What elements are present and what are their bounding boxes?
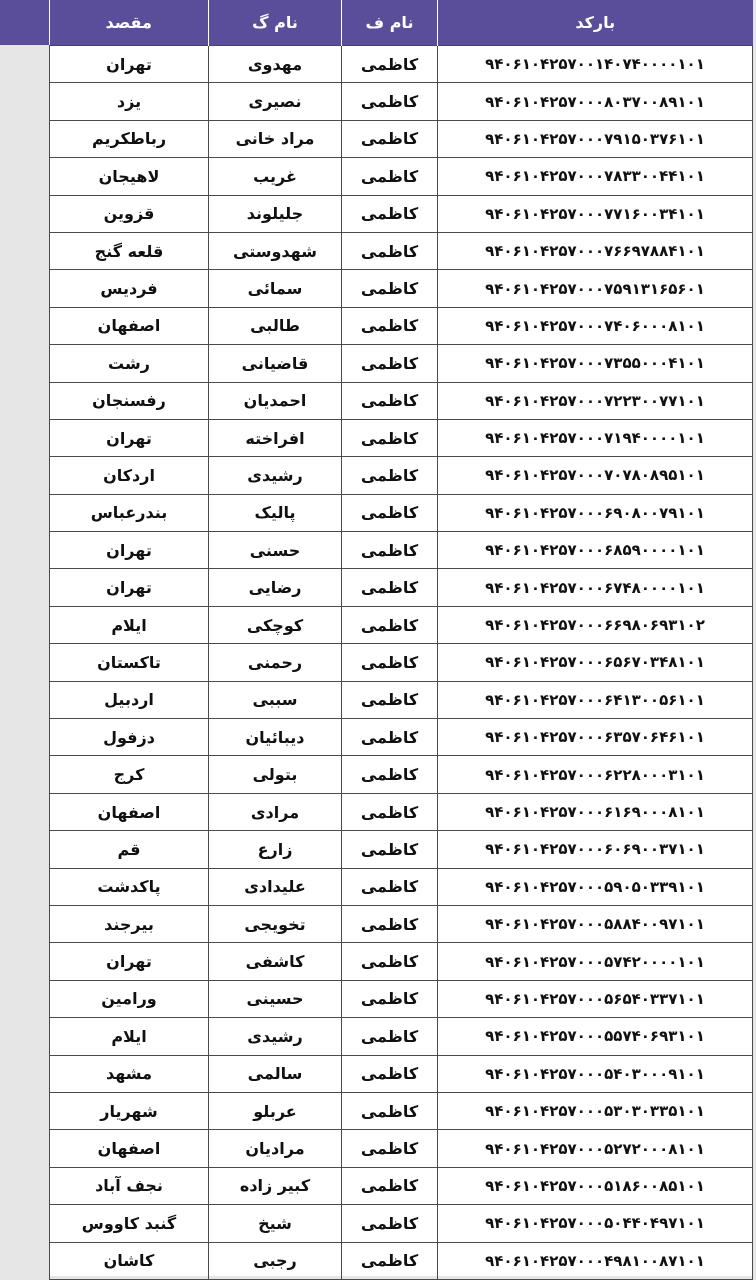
destination-cell: ورامین: [50, 980, 209, 1017]
last-name-cell: احمدیان: [209, 382, 342, 419]
barcode-cell: ۹۴۰۶۱۰۴۲۵۷۰۰۱۴۰۷۴۰۰۰۰۱۰۱: [438, 46, 753, 83]
destination-cell: کاشان: [50, 1242, 209, 1279]
barcode-cell: ۹۴۰۶۱۰۴۲۵۷۰۰۰۶۵۶۷۰۳۴۸۱۰۱: [438, 644, 753, 681]
barcode-cell: ۹۴۰۶۱۰۴۲۵۷۰۰۰۵۵۷۴۰۶۹۳۱۰۱: [438, 1018, 753, 1055]
table-row: [50, 1092, 753, 1129]
destination-cell: بندرعباس: [50, 494, 209, 531]
destination-cell: یزد: [50, 83, 209, 120]
last-name-cell: تخویجی: [209, 905, 342, 942]
destination-cell: لاهیجان: [50, 158, 209, 195]
shipment-table: [49, 0, 753, 1280]
destination-cell: رشت: [50, 345, 209, 382]
barcode-cell: ۹۴۰۶۱۰۴۲۵۷۰۰۰۷۱۹۴۰۰۰۰۱۰۱: [438, 419, 753, 456]
last-name-cell: جلیلوند: [209, 195, 342, 232]
last-name-cell: نصیری: [209, 83, 342, 120]
last-name-cell: سالمی: [209, 1055, 342, 1092]
table-row: [50, 980, 753, 1017]
barcode-cell: ۹۴۰۶۱۰۴۲۵۷۰۰۰۷۹۱۵۰۳۷۶۱۰۱: [438, 120, 753, 157]
last-name-cell: رشیدی: [209, 457, 342, 494]
last-name-cell: دیبائیان: [209, 719, 342, 756]
last-name-cell: قاضیانی: [209, 345, 342, 382]
table-row: [50, 46, 753, 83]
table-row: [50, 1130, 753, 1167]
first-name-cell: کاظمی: [342, 494, 438, 531]
first-name-cell: کاظمی: [342, 868, 438, 905]
last-name-cell: مرادی: [209, 793, 342, 830]
table-row: [50, 831, 753, 868]
barcode-cell: ۹۴۰۶۱۰۴۲۵۷۰۰۰۵۹۰۵۰۳۳۹۱۰۱: [438, 868, 753, 905]
last-name-cell: رحمنی: [209, 644, 342, 681]
shipment-table-container: [49, 0, 752, 1276]
destination-cell: فردیس: [50, 270, 209, 307]
last-name-cell: طالبی: [209, 307, 342, 344]
barcode-cell: ۹۴۰۶۱۰۴۲۵۷۰۰۰۷۷۱۶۰۰۳۴۱۰۱: [438, 195, 753, 232]
first-name-cell: کاظمی: [342, 644, 438, 681]
first-name-cell: کاظمی: [342, 756, 438, 793]
destination-cell: قزوین: [50, 195, 209, 232]
first-name-cell: کاظمی: [342, 120, 438, 157]
destination-cell: اردبیل: [50, 681, 209, 718]
barcode-cell: ۹۴۰۶۱۰۴۲۵۷۰۰۰۵۷۴۲۰۰۰۰۱۰۱: [438, 943, 753, 980]
barcode-cell: ۹۴۰۶۱۰۴۲۵۷۰۰۰۵۲۷۲۰۰۰۸۱۰۱: [438, 1130, 753, 1167]
table-row: [50, 532, 753, 569]
first-name-cell: کاظمی: [342, 1242, 438, 1279]
first-name-cell: کاظمی: [342, 307, 438, 344]
last-name-cell: رجبی: [209, 1242, 342, 1279]
header-first-name: نام ف: [342, 0, 438, 46]
destination-cell: قلعه گنج: [50, 232, 209, 269]
table-row: [50, 83, 753, 120]
table-row: [50, 719, 753, 756]
barcode-cell: ۹۴۰۶۱۰۴۲۵۷۰۰۰۶۸۵۹۰۰۰۰۱۰۱: [438, 532, 753, 569]
first-name-cell: کاظمی: [342, 831, 438, 868]
barcode-cell: ۹۴۰۶۱۰۴۲۵۷۰۰۰۷۵۹۱۳۱۶۵۶۰۱: [438, 270, 753, 307]
destination-cell: نجف آباد: [50, 1167, 209, 1204]
destination-cell: کرج: [50, 756, 209, 793]
destination-cell: ایلام: [50, 1018, 209, 1055]
first-name-cell: کاظمی: [342, 943, 438, 980]
barcode-cell: ۹۴۰۶۱۰۴۲۵۷۰۰۰۶۱۶۹۰۰۰۸۱۰۱: [438, 793, 753, 830]
destination-cell: تهران: [50, 46, 209, 83]
first-name-cell: کاظمی: [342, 345, 438, 382]
table-row: [50, 120, 753, 157]
table-row: [50, 494, 753, 531]
table-row: [50, 419, 753, 456]
first-name-cell: کاظمی: [342, 382, 438, 419]
barcode-cell: ۹۴۰۶۱۰۴۲۵۷۰۰۰۶۷۴۸۰۰۰۰۱۰۱: [438, 569, 753, 606]
header-last-name: نام گ: [209, 0, 342, 46]
table-header-row: [50, 0, 753, 46]
destination-cell: مشهد: [50, 1055, 209, 1092]
first-name-cell: کاظمی: [342, 606, 438, 643]
table-row: [50, 1242, 753, 1279]
last-name-cell: بتولی: [209, 756, 342, 793]
table-row: [50, 943, 753, 980]
last-name-cell: سمائی: [209, 270, 342, 307]
first-name-cell: کاظمی: [342, 270, 438, 307]
first-name-cell: کاظمی: [342, 532, 438, 569]
first-name-cell: کاظمی: [342, 232, 438, 269]
last-name-cell: حسنی: [209, 532, 342, 569]
last-name-cell: سببی: [209, 681, 342, 718]
first-name-cell: کاظمی: [342, 1055, 438, 1092]
destination-cell: ایلام: [50, 606, 209, 643]
last-name-cell: حسینی: [209, 980, 342, 1017]
last-name-cell: مرادیان: [209, 1130, 342, 1167]
destination-cell: تهران: [50, 532, 209, 569]
table-row: [50, 644, 753, 681]
barcode-cell: ۹۴۰۶۱۰۴۲۵۷۰۰۰۷۴۰۶۰۰۰۸۱۰۱: [438, 307, 753, 344]
first-name-cell: کاظمی: [342, 46, 438, 83]
last-name-cell: غریب: [209, 158, 342, 195]
first-name-cell: کاظمی: [342, 681, 438, 718]
header-barcode: بارکد: [438, 0, 753, 46]
destination-cell: رفسنجان: [50, 382, 209, 419]
destination-cell: قم: [50, 831, 209, 868]
last-name-cell: پالیک: [209, 494, 342, 531]
table-row: [50, 1167, 753, 1204]
destination-cell: تهران: [50, 419, 209, 456]
first-name-cell: کاظمی: [342, 1167, 438, 1204]
destination-cell: بیرجند: [50, 905, 209, 942]
destination-cell: اصفهان: [50, 307, 209, 344]
table-row: [50, 345, 753, 382]
barcode-cell: ۹۴۰۶۱۰۴۲۵۷۰۰۰۶۶۹۸۰۶۹۳۱۰۲: [438, 606, 753, 643]
last-name-cell: عربلو: [209, 1092, 342, 1129]
table-row: [50, 158, 753, 195]
first-name-cell: کاظمی: [342, 1205, 438, 1242]
destination-cell: رباطکریم: [50, 120, 209, 157]
table-row: [50, 270, 753, 307]
table-row: [50, 307, 753, 344]
last-name-cell: رشیدی: [209, 1018, 342, 1055]
first-name-cell: کاظمی: [342, 158, 438, 195]
barcode-cell: ۹۴۰۶۱۰۴۲۵۷۰۰۰۵۴۰۳۰۰۰۹۱۰۱: [438, 1055, 753, 1092]
barcode-cell: ۹۴۰۶۱۰۴۲۵۷۰۰۰۸۰۳۷۰۰۸۹۱۰۱: [438, 83, 753, 120]
barcode-cell: ۹۴۰۶۱۰۴۲۵۷۰۰۰۶۲۲۸۰۰۰۳۱۰۱: [438, 756, 753, 793]
barcode-cell: ۹۴۰۶۱۰۴۲۵۷۰۰۰۷۸۳۳۰۰۴۴۱۰۱: [438, 158, 753, 195]
last-name-cell: افراخته: [209, 419, 342, 456]
barcode-cell: ۹۴۰۶۱۰۴۲۵۷۰۰۰۶۰۶۹۰۰۳۷۱۰۱: [438, 831, 753, 868]
first-name-cell: کاظمی: [342, 719, 438, 756]
barcode-cell: ۹۴۰۶۱۰۴۲۵۷۰۰۰۷۶۶۹۷۸۸۴۱۰۱: [438, 232, 753, 269]
header-accent-bar: [0, 0, 49, 45]
destination-cell: تهران: [50, 943, 209, 980]
first-name-cell: کاظمی: [342, 1130, 438, 1167]
destination-cell: تهران: [50, 569, 209, 606]
table-row: [50, 868, 753, 905]
first-name-cell: کاظمی: [342, 195, 438, 232]
destination-cell: گنبد کاووس: [50, 1205, 209, 1242]
barcode-cell: ۹۴۰۶۱۰۴۲۵۷۰۰۰۵۳۰۳۰۳۳۵۱۰۱: [438, 1092, 753, 1129]
last-name-cell: کاشفی: [209, 943, 342, 980]
last-name-cell: کبیر زاده: [209, 1167, 342, 1204]
table-row: [50, 681, 753, 718]
destination-cell: اصفهان: [50, 793, 209, 830]
first-name-cell: کاظمی: [342, 905, 438, 942]
barcode-cell: ۹۴۰۶۱۰۴۲۵۷۰۰۰۵۱۸۶۰۰۸۵۱۰۱: [438, 1167, 753, 1204]
first-name-cell: کاظمی: [342, 980, 438, 1017]
last-name-cell: مهدوی: [209, 46, 342, 83]
destination-cell: دزفول: [50, 719, 209, 756]
table-row: [50, 756, 753, 793]
table-row: [50, 232, 753, 269]
last-name-cell: علیدادی: [209, 868, 342, 905]
last-name-cell: مراد خانی: [209, 120, 342, 157]
barcode-cell: ۹۴۰۶۱۰۴۲۵۷۰۰۰۵۸۸۴۰۰۹۷۱۰۱: [438, 905, 753, 942]
barcode-cell: ۹۴۰۶۱۰۴۲۵۷۰۰۰۶۹۰۸۰۰۷۹۱۰۱: [438, 494, 753, 531]
barcode-cell: ۹۴۰۶۱۰۴۲۵۷۰۰۰۴۹۸۱۰۰۸۷۱۰۱: [438, 1242, 753, 1279]
destination-cell: پاکدشت: [50, 868, 209, 905]
first-name-cell: کاظمی: [342, 569, 438, 606]
barcode-cell: ۹۴۰۶۱۰۴۲۵۷۰۰۰۵۰۴۴۰۴۹۷۱۰۱: [438, 1205, 753, 1242]
first-name-cell: کاظمی: [342, 457, 438, 494]
table-row: [50, 195, 753, 232]
table-row: [50, 905, 753, 942]
table-row: [50, 793, 753, 830]
table-row: [50, 1055, 753, 1092]
first-name-cell: کاظمی: [342, 419, 438, 456]
last-name-cell: رضایی: [209, 569, 342, 606]
destination-cell: اصفهان: [50, 1130, 209, 1167]
table-row: [50, 457, 753, 494]
destination-cell: اردکان: [50, 457, 209, 494]
first-name-cell: کاظمی: [342, 1018, 438, 1055]
last-name-cell: شهدوستی: [209, 232, 342, 269]
barcode-cell: ۹۴۰۶۱۰۴۲۵۷۰۰۰۷۳۵۵۰۰۰۴۱۰۱: [438, 345, 753, 382]
barcode-cell: ۹۴۰۶۱۰۴۲۵۷۰۰۰۷۲۲۳۰۰۷۷۱۰۱: [438, 382, 753, 419]
destination-cell: تاکستان: [50, 644, 209, 681]
table-row: [50, 1205, 753, 1242]
table-row: [50, 382, 753, 419]
last-name-cell: زارع: [209, 831, 342, 868]
table-body: [50, 46, 753, 1280]
barcode-cell: ۹۴۰۶۱۰۴۲۵۷۰۰۰۷۰۷۸۰۸۹۵۱۰۱: [438, 457, 753, 494]
last-name-cell: کوچکی: [209, 606, 342, 643]
barcode-cell: ۹۴۰۶۱۰۴۲۵۷۰۰۰۵۶۵۴۰۳۳۷۱۰۱: [438, 980, 753, 1017]
table-row: [50, 1018, 753, 1055]
header-destination: مقصد: [50, 0, 209, 46]
barcode-cell: ۹۴۰۶۱۰۴۲۵۷۰۰۰۶۴۱۳۰۰۵۶۱۰۱: [438, 681, 753, 718]
table-row: [50, 606, 753, 643]
table-row: [50, 569, 753, 606]
first-name-cell: کاظمی: [342, 793, 438, 830]
last-name-cell: شیخ: [209, 1205, 342, 1242]
destination-cell: شهریار: [50, 1092, 209, 1129]
barcode-cell: ۹۴۰۶۱۰۴۲۵۷۰۰۰۶۳۵۷۰۶۴۶۱۰۱: [438, 719, 753, 756]
first-name-cell: کاظمی: [342, 83, 438, 120]
first-name-cell: کاظمی: [342, 1092, 438, 1129]
